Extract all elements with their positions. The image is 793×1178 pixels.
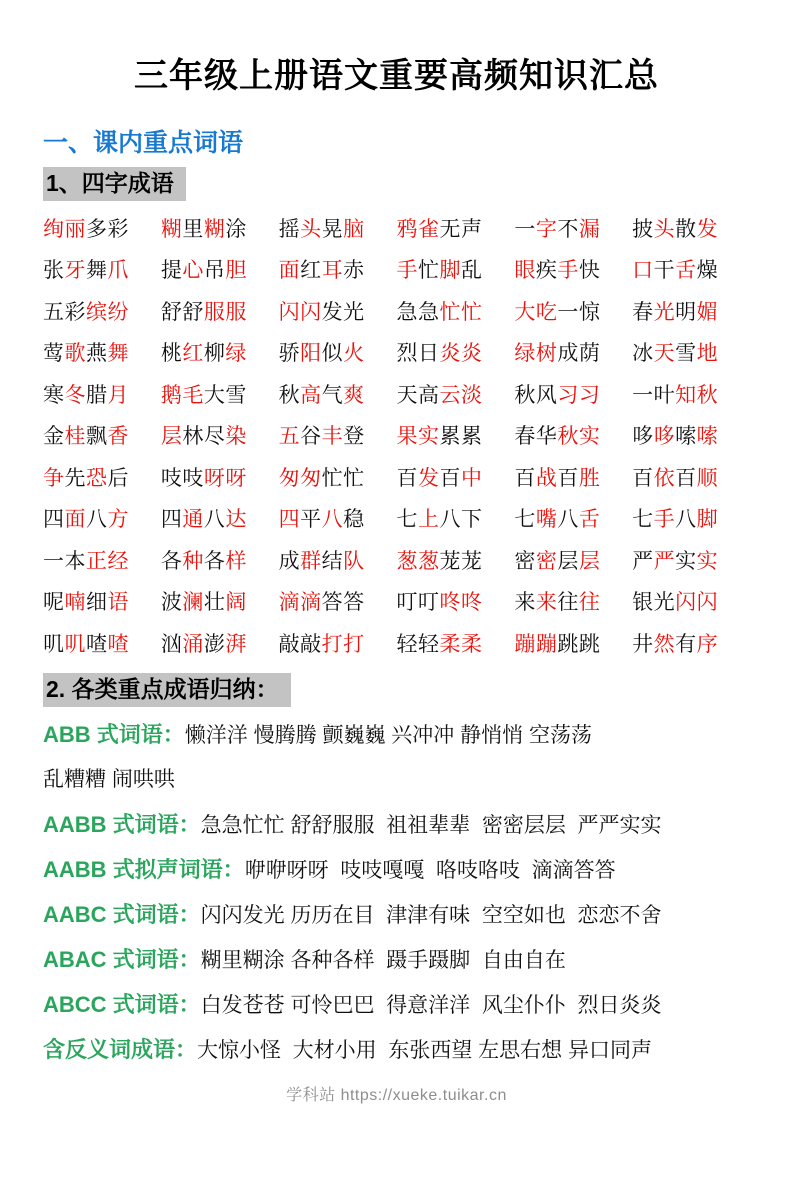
pattern-content: 闪闪发光 历历在目 津津有味 空空如也 恋恋不舍 xyxy=(200,903,662,927)
idiom: 手忙脚乱 xyxy=(396,259,483,283)
idiom: 吱吱呀呀 xyxy=(160,466,247,490)
idiom: 一本正经 xyxy=(43,549,129,573)
pattern-line xyxy=(43,937,750,982)
section1-subheading: 1、四字成语 xyxy=(43,167,186,201)
idiom: 糊里糊涂 xyxy=(160,217,247,241)
idiom: 张牙舞爪 xyxy=(43,259,129,283)
pattern-label: ABCC 式词语： xyxy=(43,991,201,1017)
idiom: 七上八下 xyxy=(396,508,483,532)
idiom: 争先恐后 xyxy=(43,466,129,490)
idiom-row xyxy=(43,622,750,664)
idiom: 叽叽喳喳 xyxy=(43,632,129,656)
idiom: 面红耳赤 xyxy=(278,259,365,283)
idiom: 烈日炎炎 xyxy=(396,342,483,366)
idiom: 严严实实 xyxy=(632,549,719,573)
idiom: 四通八达 xyxy=(160,508,247,532)
idiom: 金桂飘香 xyxy=(43,425,129,449)
idiom: 葱葱茏茏 xyxy=(396,549,483,573)
pattern-label: AABC 式词语： xyxy=(43,901,201,927)
idiom: 鹅毛大雪 xyxy=(160,383,247,407)
idiom-row xyxy=(43,290,750,332)
idiom: 蹦蹦跳跳 xyxy=(514,632,601,656)
idiom-row xyxy=(43,456,750,498)
pattern-line xyxy=(43,1027,750,1072)
idiom: 银光闪闪 xyxy=(632,591,719,615)
idiom-row xyxy=(43,373,750,415)
idiom: 四面八方 xyxy=(43,508,129,532)
pattern-line xyxy=(43,847,750,892)
pattern-line xyxy=(43,802,750,847)
pattern-label: ABB 式词语： xyxy=(43,721,185,747)
idiom: 舒舒服服 xyxy=(160,300,247,324)
pattern-content: 白发苍苍 可怜巴巴 得意洋洋 风尘仆仆 烈日炎炎 xyxy=(200,993,662,1017)
idiom: 七嘴八舌 xyxy=(514,508,601,532)
idiom: 绿树成荫 xyxy=(514,342,601,366)
idiom: 秋风习习 xyxy=(514,383,601,407)
idiom: 眼疾手快 xyxy=(514,259,601,283)
idiom: 来来往往 xyxy=(514,591,601,615)
idiom: 冰天雪地 xyxy=(632,342,719,366)
idiom: 闪闪发光 xyxy=(278,300,365,324)
idiom: 敲敲打打 xyxy=(278,632,365,656)
idiom: 提心吊胆 xyxy=(160,259,247,283)
idiom: 一字不漏 xyxy=(514,217,601,241)
idiom: 一叶知秋 xyxy=(632,383,719,407)
idiom: 摇头晃脑 xyxy=(278,217,365,241)
idiom-row xyxy=(43,581,750,623)
idiom: 汹涌澎湃 xyxy=(160,632,247,656)
document-page xyxy=(0,56,793,1178)
pattern-content: 糊里糊涂 各种各样 蹑手蹑脚 自由自在 xyxy=(200,948,566,972)
pattern-label: 含反义词成语： xyxy=(43,1036,198,1062)
idiom: 七手八脚 xyxy=(632,508,719,532)
pattern-content: 懒洋洋 慢腾腾 颤巍巍 兴冲冲 静悄悄 空荡荡 xyxy=(184,723,592,747)
idiom: 莺歌燕舞 xyxy=(43,342,129,366)
idiom: 春华秋实 xyxy=(514,425,601,449)
pattern-line xyxy=(43,982,750,1027)
idiom: 天高云淡 xyxy=(396,383,483,407)
idiom: 哆哆嗦嗦 xyxy=(632,425,719,449)
idiom: 波澜壮阔 xyxy=(160,591,247,615)
idiom: 口干舌燥 xyxy=(632,259,719,283)
idiom: 百依百顺 xyxy=(632,466,719,490)
pattern-content: 咿咿呀呀 吱吱嘎嘎 咯吱咯吱 滴滴答答 xyxy=(244,858,616,882)
idiom: 呢喃细语 xyxy=(43,591,129,615)
section1-heading: 一、课内重点词语 xyxy=(43,129,244,157)
idiom: 披头散发 xyxy=(632,217,719,241)
idiom: 层林尽染 xyxy=(160,425,247,449)
idiom-row xyxy=(43,249,750,291)
idiom: 各种各样 xyxy=(160,549,247,573)
idiom-row xyxy=(43,332,750,374)
idiom: 百发百中 xyxy=(396,466,483,490)
pattern-content: 乱糟糟 闹哄哄 xyxy=(43,767,175,791)
idiom-row xyxy=(43,207,750,249)
page-title: 三年级上册语文重要高频知识汇总 xyxy=(134,57,659,95)
idiom: 叮叮咚咚 xyxy=(396,591,483,615)
idiom: 骄阳似火 xyxy=(278,342,365,366)
idiom-row xyxy=(43,539,750,581)
pattern-label: AABB 式拟声词语： xyxy=(43,856,245,882)
idiom: 五彩缤纷 xyxy=(43,300,129,324)
pattern-lines xyxy=(43,712,750,1072)
idiom: 匆匆忙忙 xyxy=(278,466,365,490)
idiom: 桃红柳绿 xyxy=(160,342,247,366)
idiom: 轻轻柔柔 xyxy=(396,632,483,656)
idiom-grid xyxy=(43,207,750,664)
idiom: 春光明媚 xyxy=(632,300,719,324)
idiom: 百战百胜 xyxy=(514,466,601,490)
idiom: 五谷丰登 xyxy=(278,425,365,449)
idiom: 成群结队 xyxy=(278,549,365,573)
pattern-line xyxy=(43,712,750,757)
idiom-row xyxy=(43,498,750,540)
pattern-content: 急急忙忙 舒舒服服 祖祖辈辈 密密层层 严严实实 xyxy=(200,813,662,837)
idiom: 急急忙忙 xyxy=(396,300,483,324)
idiom: 寒冬腊月 xyxy=(43,383,129,407)
pattern-content: 大惊小怪 大材小用 东张西望 左思右想 异口同声 xyxy=(197,1038,653,1062)
section2-subheading: 2. 各类重点成语归纳： xyxy=(43,673,291,707)
footer-watermark: 学科站 https://xueke.tuikar.cn xyxy=(286,1086,507,1104)
idiom: 四平八稳 xyxy=(278,508,365,532)
idiom: 果实累累 xyxy=(396,425,483,449)
pattern-line xyxy=(43,892,750,937)
idiom: 滴滴答答 xyxy=(278,591,365,615)
pattern-line xyxy=(43,757,750,802)
idiom-row xyxy=(43,415,750,457)
idiom: 鸦雀无声 xyxy=(396,217,483,241)
pattern-label: ABAC 式词语： xyxy=(43,946,201,972)
idiom: 绚丽多彩 xyxy=(43,217,129,241)
idiom: 大吃一惊 xyxy=(514,300,601,324)
pattern-label: AABB 式词语： xyxy=(43,811,201,837)
idiom: 井然有序 xyxy=(632,632,719,656)
idiom: 密密层层 xyxy=(514,549,601,573)
idiom: 秋高气爽 xyxy=(278,383,365,407)
